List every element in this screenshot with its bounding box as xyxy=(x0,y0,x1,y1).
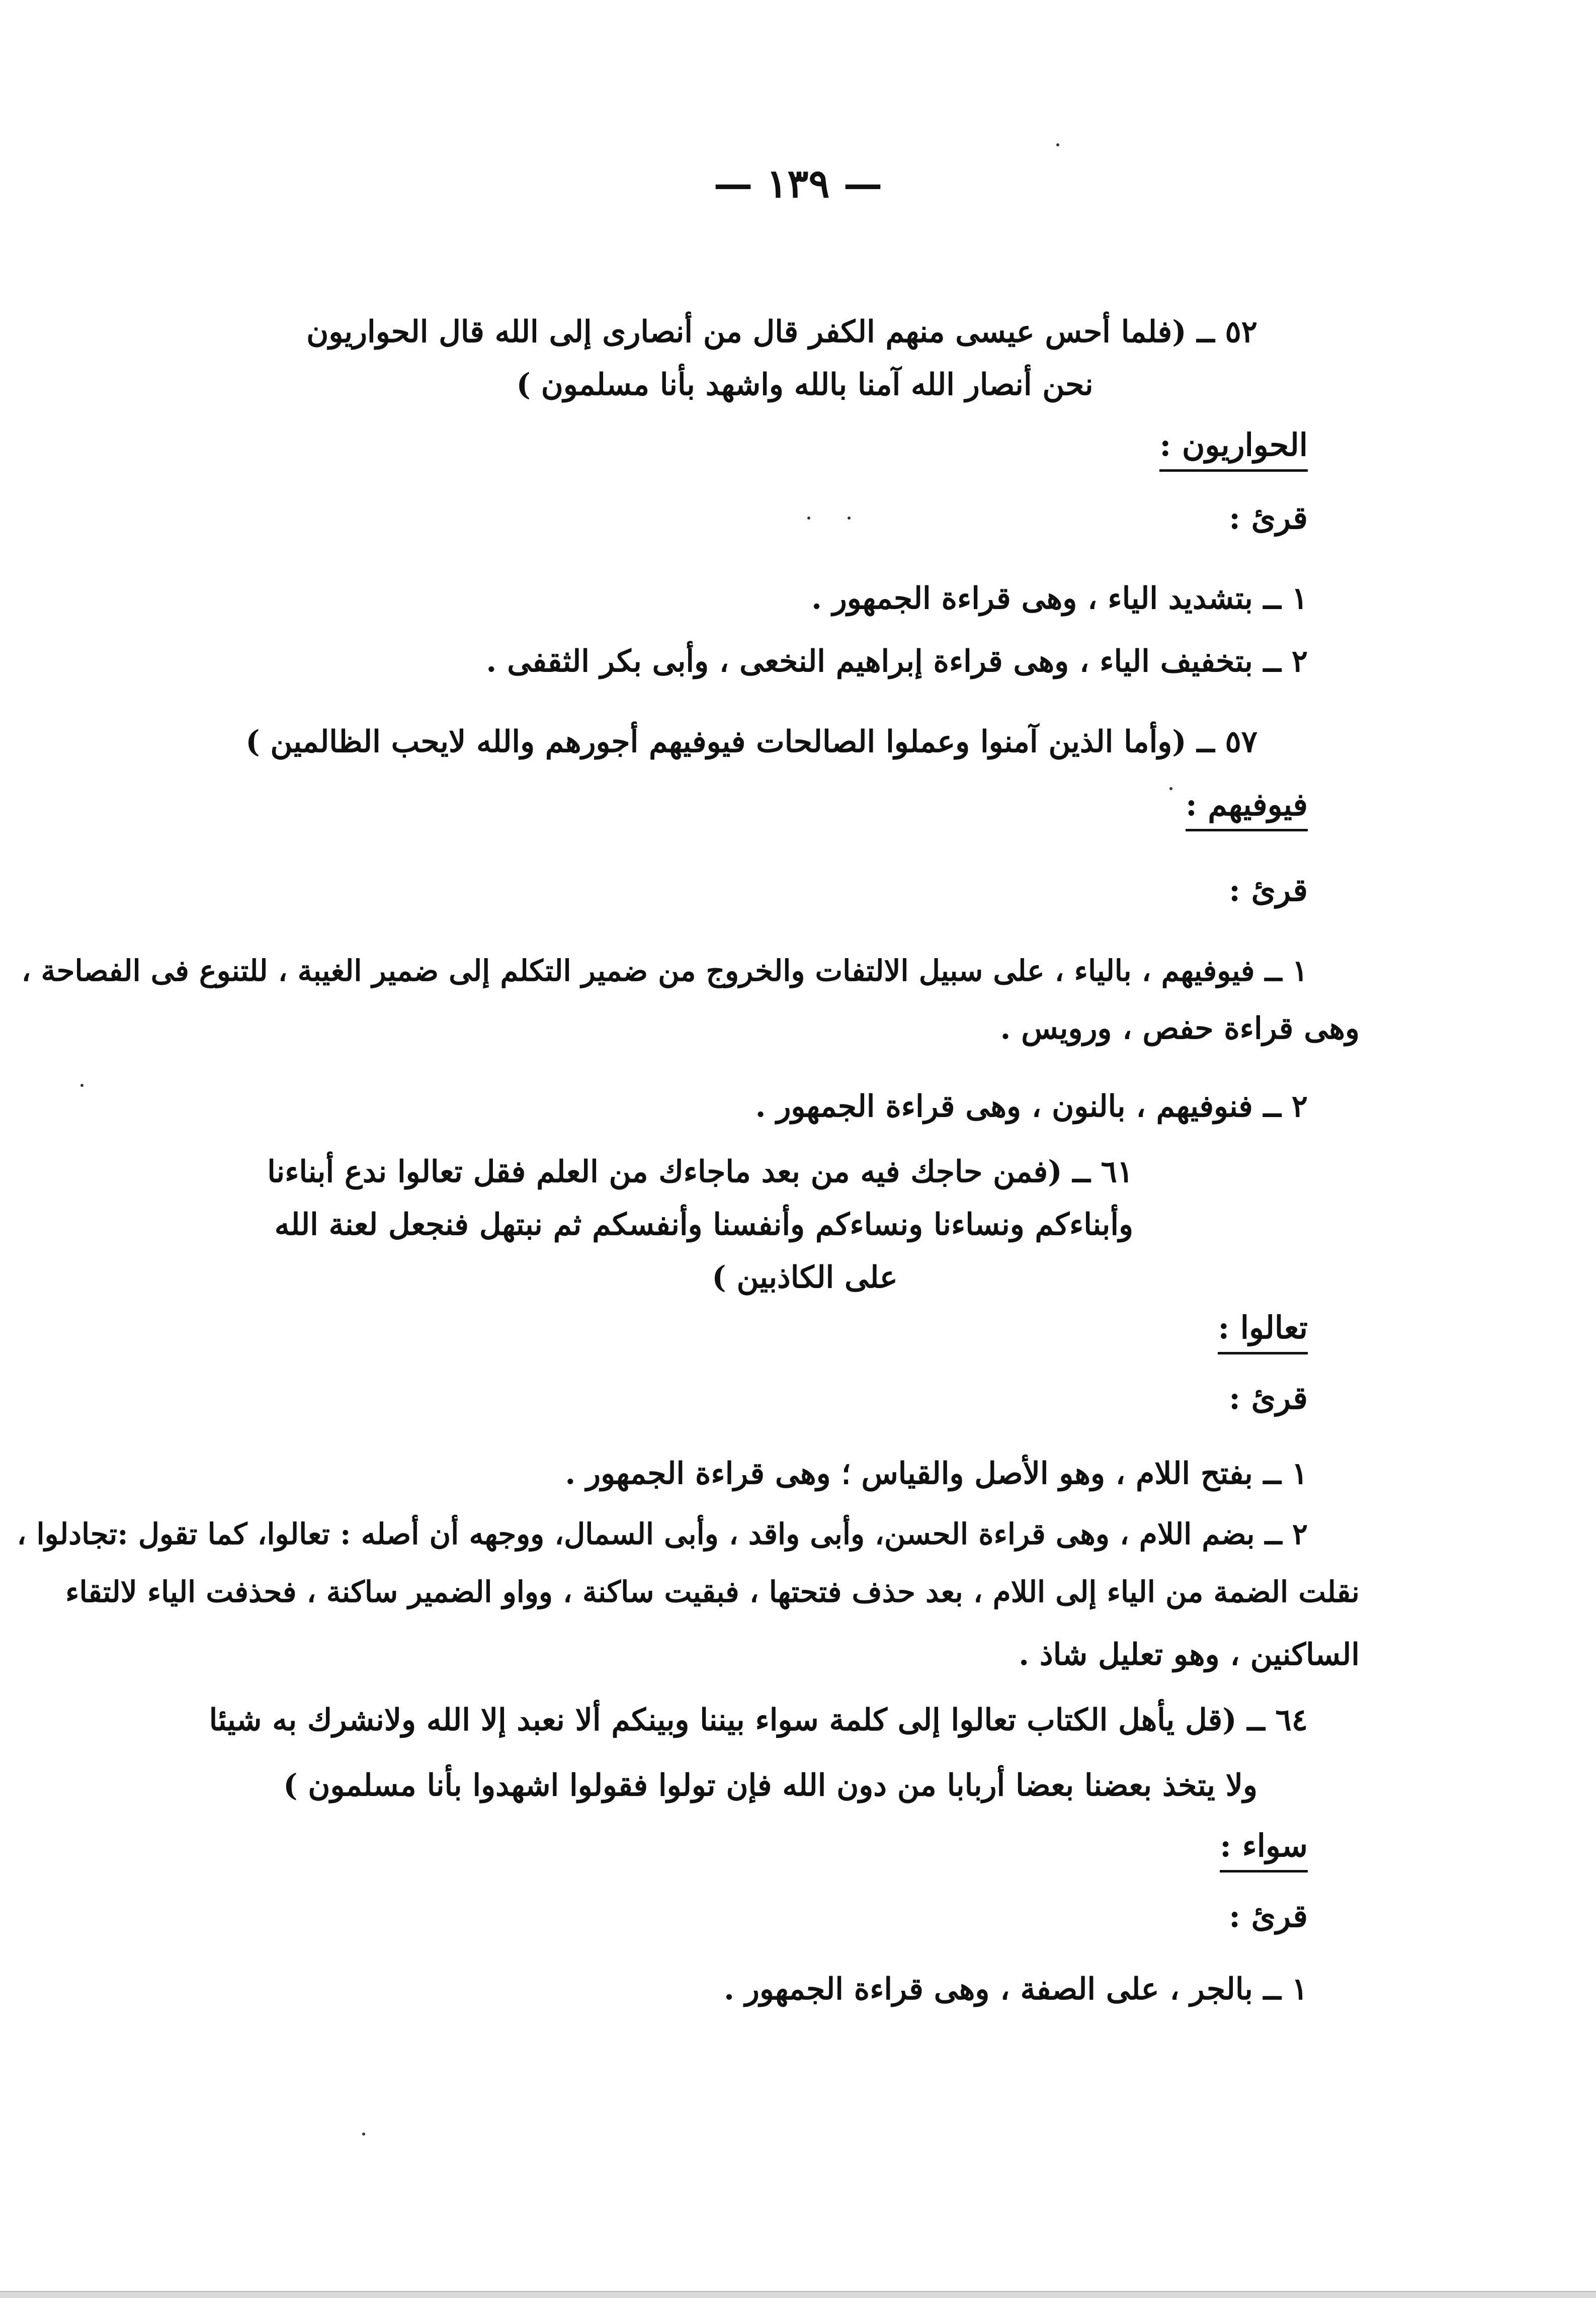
qari-label: قرئ : xyxy=(1229,499,1308,536)
qari-label: قرئ : xyxy=(1229,1380,1308,1416)
scan-speck xyxy=(1056,143,1059,146)
reading-2-line-3: الساكنين ، وهو تعليل شاذ . xyxy=(1019,1637,1360,1672)
reading-1: ١ ــ بتشديد الياء ، وهى قراءة الجمهور . xyxy=(811,581,1308,616)
scan-speck xyxy=(80,1084,83,1087)
section-heading-hawariyun: الحواريون : xyxy=(1159,425,1308,472)
reading-2-line-2: نقلت الضمة من الياء إلى اللام ، بعد حذف فتحتها ، فبقيت ساكنة ، وواو الضمير ساكنة ، فحذفت الياء لالتقاء xyxy=(65,1575,1360,1609)
verse-52-line-1: ٥٢ ــ (فلما أحس عيسى منهم الكفر قال من أنصارى إلى الله قال الحواريون xyxy=(306,314,1257,350)
reading-2: ٢ ــ بتخفيف الياء ، وهى قراءة إبراهيم النخعى ، وأبى بكر الثقفى . xyxy=(486,644,1308,679)
verse-57-line-1: ٥٧ ــ (وأما الذين آمنوا وعملوا الصالحات فيوفيهم أجورهم والله لايحب الظالمين ) xyxy=(245,724,1257,759)
scan-speck xyxy=(1169,787,1172,790)
reading-1-line-2: وهى قراءة حفص ، ورويس . xyxy=(1000,1011,1360,1046)
qari-label: قرئ : xyxy=(1229,872,1308,908)
verse-61-line-2: وأبناءكم ونساءنا ونساءكم وأنفسنا وأنفسكم ثم نبتهل فنجعل لعنة الله xyxy=(274,1207,1133,1242)
qari-label: قرئ : xyxy=(1229,1898,1308,1934)
reading-1: ١ ــ بالجر ، على الصفة ، وهى قراءة الجمهور . xyxy=(724,1972,1308,2007)
verse-64-line-1: ٦٤ ــ (قل يأهل الكتاب تعالوا إلى كلمة سواء بيننا وبينكم ألا نعبد إلا الله ولانشرك به شيئا xyxy=(209,1703,1308,1738)
page-number: — ١٣٩ — xyxy=(713,161,883,207)
reading-1-line-1: ١ ــ فيوفيهم ، بالياء ، على سبيل الالتفات والخروج من ضمير التكلم إلى ضمير الغيبة ، للتنوع فى الفصاحة ، xyxy=(21,954,1308,988)
verse-61-line-3: على الكاذبين ) xyxy=(712,1260,898,1295)
section-heading-sawaa: سواء : xyxy=(1220,1826,1308,1873)
reading-1: ١ ــ بفتح اللام ، وهو الأصل والقياس ؛ وهى قراءة الجمهور . xyxy=(565,1456,1308,1491)
reading-2-line-1: ٢ ــ بضم اللام ، وهى قراءة الحسن، وأبى واقد ، وأبى السمال، ووجهه أن أصله : تعالوا، كما تقول :تجادلوا ، xyxy=(17,1517,1308,1551)
section-heading-yuwaffihim: فيوفيهم : xyxy=(1186,785,1308,831)
section-heading-taalaw: تعالوا : xyxy=(1218,1308,1308,1354)
verse-52-line-2: نحن أنصار الله آمنا بالله واشهد بأنا مسلمون ) xyxy=(516,367,1094,402)
reading-2: ٢ ــ فنوفيهم ، بالنون ، وهى قراءة الجمهور . xyxy=(755,1089,1308,1124)
scan-speck xyxy=(362,2133,365,2136)
scan-speck xyxy=(848,517,851,520)
verse-61-line-1: ٦١ ــ (فمن حاجك فيه من بعد ماجاءك من العلم فقل تعالوا ندع أبناءنا xyxy=(267,1154,1133,1189)
verse-64-line-2: ولا يتخذ بعضنا بعضا أربابا من دون الله فإن تولوا فقولوا اشهدوا بأنا مسلمون ) xyxy=(283,1768,1257,1803)
scan-speck xyxy=(807,517,810,520)
